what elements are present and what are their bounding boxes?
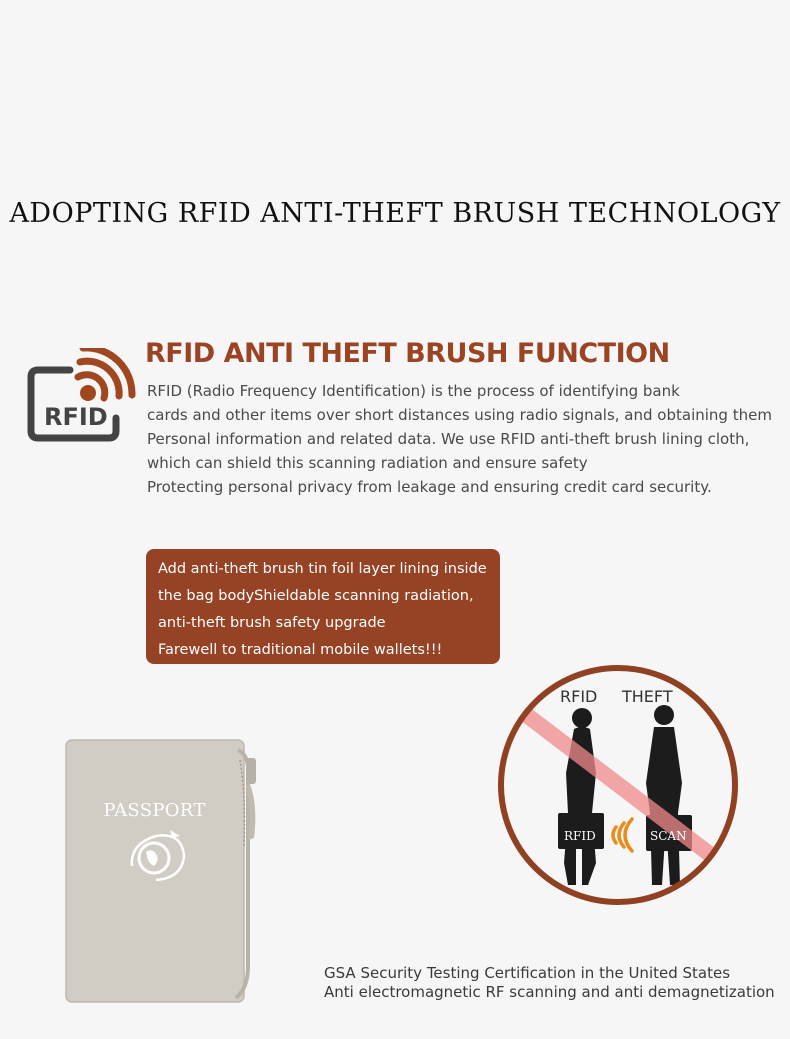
promo-line: the bag bodyShieldable scanning radiation, — [158, 588, 474, 604]
globe-plane-icon — [126, 826, 190, 884]
diagram-label-theft: THEFT — [622, 687, 673, 706]
promo-line: anti-theft brush safety upgrade — [158, 615, 386, 631]
description-line: cards and other items over short distances using radio signals, and obtaining them — [147, 406, 772, 424]
description-line: RFID (Radio Frequency Identification) is the process of identifying bank — [147, 382, 680, 400]
description-line: Personal information and related data. We use RFID anti-theft brush lining cloth, — [147, 430, 750, 448]
certification-text — [324, 964, 775, 1002]
page-headline: ADOPTING RFID ANTI-THEFT BRUSH TECHNOLOGY — [9, 198, 781, 229]
diagram-chip-rfid: RFID — [564, 829, 596, 843]
promo-line: Add anti-theft brush tin foil layer lining inside — [158, 561, 487, 577]
rfid-signal-icon — [26, 348, 136, 444]
certification-line: Anti electromagnetic RF scanning and anti demagnetization — [324, 983, 775, 1001]
section-description — [147, 379, 777, 499]
promo-callout — [146, 549, 500, 664]
rfid-logo-text: RFID — [44, 403, 108, 431]
certification-line: GSA Security Testing Certification in the United States — [324, 964, 731, 982]
description-line: which can shield this scanning radiation and ensure safety — [147, 454, 588, 472]
rfid-block-diagram — [496, 663, 740, 907]
passport-title: PASSPORT — [103, 800, 206, 821]
section-title: RFID ANTI THEFT BRUSH FUNCTION — [145, 338, 670, 369]
diagram-chip-scan: SCAN — [650, 829, 687, 843]
promo-line: Farewell to traditional mobile wallets!!! — [158, 642, 443, 658]
diagram-label-rfid: RFID — [560, 687, 598, 706]
description-line: Protecting personal privacy from leakage and ensuring credit card security. — [147, 478, 712, 496]
